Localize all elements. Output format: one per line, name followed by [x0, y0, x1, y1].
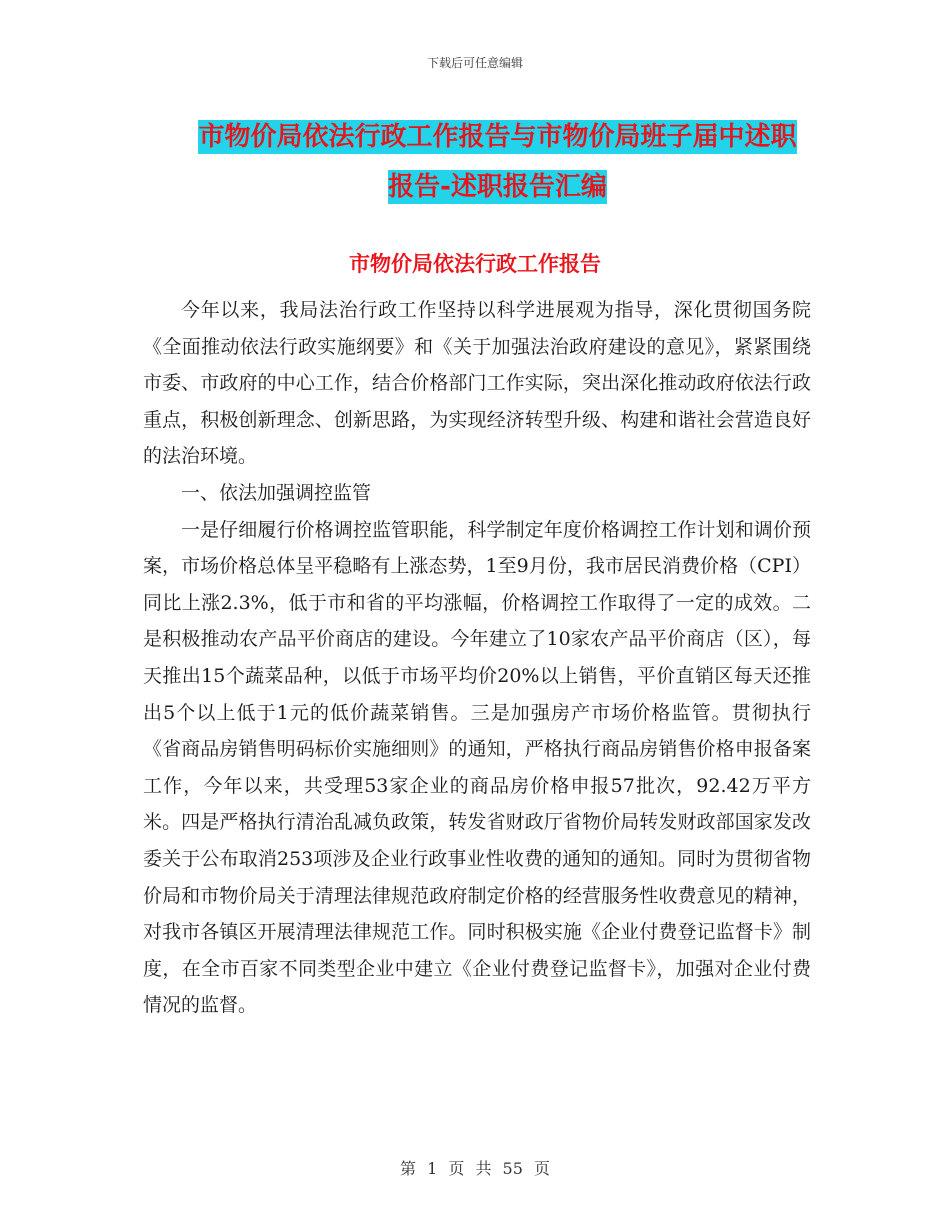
document-title-text: 市物价局依法行政工作报告与市物价局班子届中述职报告-述职报告汇编 [198, 122, 797, 202]
section-title: 市物价局依法行政工作报告 [349, 252, 601, 276]
page-number-footer: 第 1 页 共 55 页 [400, 1159, 550, 1178]
header-note: 下载后可任意编辑 [426, 56, 523, 70]
paragraph-body-1: 一是仔细履行价格调控监管职能，科学制定年度价格调控工作计划和调价预案，市场价格总体呈平稳略有上涨态势，1至9月份，我市居民消费价格（CPI）同比上涨2.3%，低于市和省的平均涨幅，价格调控工作取得了一定的成效。二是积极推动农产品平价商店的建设。今年建立了10家农产品平价商店（区），每天推出15个蔬菜品种，以低于市场平均价20%以上销售，平价直销区每天还推出5个以上低于1元的低价蔬菜销售。三是加强房产市场价格监管。贯彻执行《省商品房销售明码标价实施细则》的通知，严格执行商品房销售价格申报备案工作，今年以来，共受理53家企业的商品房价格申报57批次，92.42万平方米。四是严格执行清治乱减负政策，转发省财政厅省物价局转发财政部国家发改委关于公布取消253项涉及企业行政事业性收费的通知的通知。同时为贯彻省物价局和市物价局关于清理法律规范政府制定价格的经营服务性收费意见的精神，对我市各镇区开展清理法律规范工作。同时积极实施《企业付费登记监督卡》制度，在全市百家不同类型企业中建立《企业付费登记监督卡》，加强对企业付费情况的监督。 [143, 518, 811, 1017]
body-text [143, 292, 811, 1024]
paragraph-heading-1: 一、依法加强调控监管 [181, 481, 372, 504]
paragraph-intro: 今年以来，我局法治行政工作坚持以科学进展观为指导，深化贯彻国务院《全面推动依法行政实施纲要》和《关于加强法治政府建设的意见》，紧紧围绕市委、市政府的中心工作，结合价格部门工作实际，突出深化推动政府依法行政重点，积极创新理念、创新思路，为实现经济转型升级、构建和谐社会营造良好的法治环境。 [143, 299, 811, 468]
document-title [190, 112, 805, 212]
